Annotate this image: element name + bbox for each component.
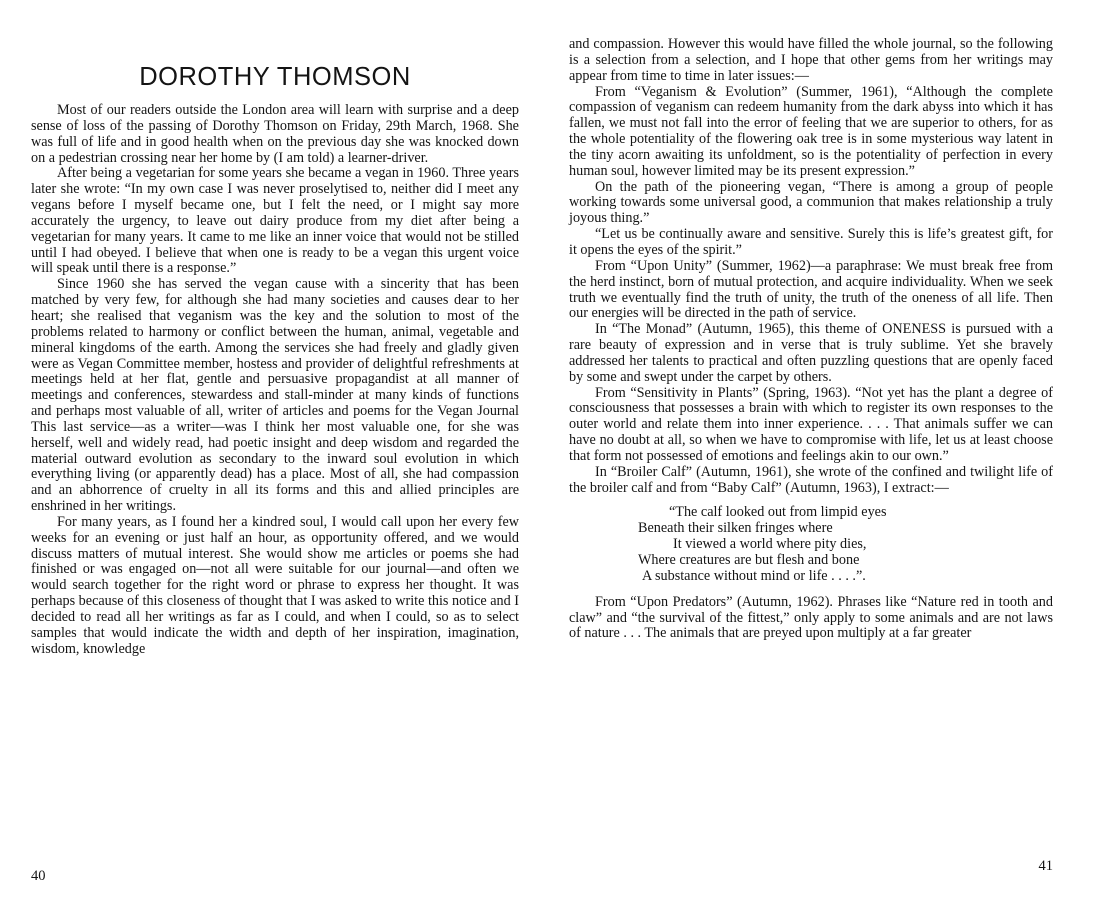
paragraph: On the path of the pioneering vegan, “There is among a group of people working towards some universal good, a communion that makes relationship a truly joyous thing.” — [569, 178, 1053, 227]
paragraph: From “Veganism & Evolution” (Summer, 1961), “Although the complete compassion of veganism can redeem humanity from the dark abyss into which it has fallen, we must not fall into the error of feeling that we are superior to others, for as the whole potentiality of the flowering oak tree is in some mysterious way latent in the tiny acorn awaiting its unfoldment, so is the potentiality of perfection in every human soul, however limited may be its present expression.” — [569, 83, 1053, 179]
page-number: 40 — [31, 868, 46, 884]
poem-line: A substance without mind or life . . . .”. — [642, 567, 866, 584]
paragraph: “Let us be continually aware and sensitive. Surely this is life’s greatest gift, for it opens the eyes of the spirit.” — [569, 226, 1053, 258]
paragraph: Since 1960 she has served the vegan cause with a sincerity that has been matched by very few, for although she had many societies and causes dear to her heart; she realised that veganism was the key and the solution to most of the problems related to harmony or conflict between the human, animal, vegetable and mineral kingdoms of the earth. Among the services she had freely and gladly given were as Vegan Committee member, hostess and provider of delightful refreshments at meetings held at her flat, gentle and persuasive propagandist at all manner of meetings and conferences, stewardess and stall-minder at many kinds of functions and perhaps most valuable of all, writer of articles and poems for the Vegan Journal This last service—as a writer—was I think her most valuable one, for she was herself, well and widely read, had poetic insight and deep wisdom and regarded the material outward evolution as secondary to the inward soul evolution in which everything living (or apparently dead) has a place. Most of all, she had compassion and an abhorrence of cruelty in all its forms and this and allied principles are enshrined in her writings. — [31, 276, 519, 515]
paragraph: From “Sensitivity in Plants” (Spring, 1963). “Not yet has the plant a degree of consciousness that possesses a brain with which to register its own responses to the outer world and relate them into inner experience. . . . That animals suffer we can have no doubt at all, so when we have to compromise with life, let us at least choose that form not possessed of emotions and feelings akin to our own.” — [569, 384, 1053, 464]
paragraph: In “Broiler Calf” (Autumn, 1961), she wrote of the confined and twilight life of the broiler calf and from “Baby Calf” (Autumn, 1963), I extract:— — [569, 463, 1053, 496]
paragraph: From “Upon Predators” (Autumn, 1962). Phrases like “Nature red in tooth and claw” and “the survival of the fittest,” only apply to some animals and are not laws of nature . . . The animals that are preyed upon multiply at a far greater — [569, 593, 1053, 642]
paragraph: and compassion. However this would have filled the whole journal, so the following is a selection from a selection, and I hope that other gems from her writings may appear from time to time in later issues:— — [569, 36, 1053, 84]
left-page — [31, 0, 519, 922]
paragraph: From “Upon Unity” (Summer, 1962)—a paraphrase: We must break free from the herd instinct, born of mutual protection, and acquire individuality. When we seek truth we eventually find the truth of unity, the truth of the oneness of all life. Then our energies will be directed in the path of service. — [569, 257, 1053, 322]
poem-line: Beneath their silken fringes where — [638, 520, 833, 537]
right-page — [569, 0, 1053, 922]
paragraph: After being a vegetarian for some years she became a vegan in 1960. Three years later she wrote: “In my own case I was never proselytised to, neither did I meet any vegans before I myself became one, but I felt the need, or I might say more accurately the urgency, to leave out dairy produce from my diet after being a vegetarian for many years. It came to me like an inner voice that would not be stilled until I had obeyed. I believe that when one is ready to be a vegan this urgent voice will speak until there is a response.” — [31, 165, 519, 277]
poem-line: Where creatures are but flesh and bone — [638, 552, 860, 568]
poem-line: It viewed a world where pity dies, — [673, 536, 867, 553]
article-title: DOROTHY THOMSON — [139, 63, 411, 91]
left-column-text — [31, 103, 519, 658]
poem-excerpt — [569, 505, 1053, 584]
paragraph: In “The Monad” (Autumn, 1965), this theme of ONENESS is pursued with a rare beauty of expression and in verse that is truly sublime. Yet she bravely addressed her talents to practical and often puzzling questions that are openly faced by some and swept under the carpet by others. — [569, 321, 1053, 385]
poem-line: “The calf looked out from limpid eyes — [669, 504, 887, 521]
paragraph: For many years, as I found her a kindred soul, I would call upon her every few weeks for an evening or just half an hour, as opportunity offered, and we would discuss matters of mutual interest. She would show me articles or poems she had finished or was engaged on—not all were suitable for our journal—and often we would search together for the right word or phrase to express her thought. It was perhaps because of this closeness of thought that I was asked to write this notice and I decided to read all her writings as far as I could, and when I could, so as to select samples that would indicate the width and depth of her inspiration, imagination, wisdom, knowledge — [31, 513, 519, 657]
paragraph: Most of our readers outside the London area will learn with surprise and a deep sense of loss of the passing of Dorothy Thomson on Friday, 29th March, 1968. She was full of life and in good health when on the previous day she was knocked down on a pedestrian crossing near her home by (I am told) a learner-driver. — [31, 102, 519, 166]
right-column-text — [569, 37, 1053, 642]
page-number: 41 — [1038, 858, 1053, 874]
